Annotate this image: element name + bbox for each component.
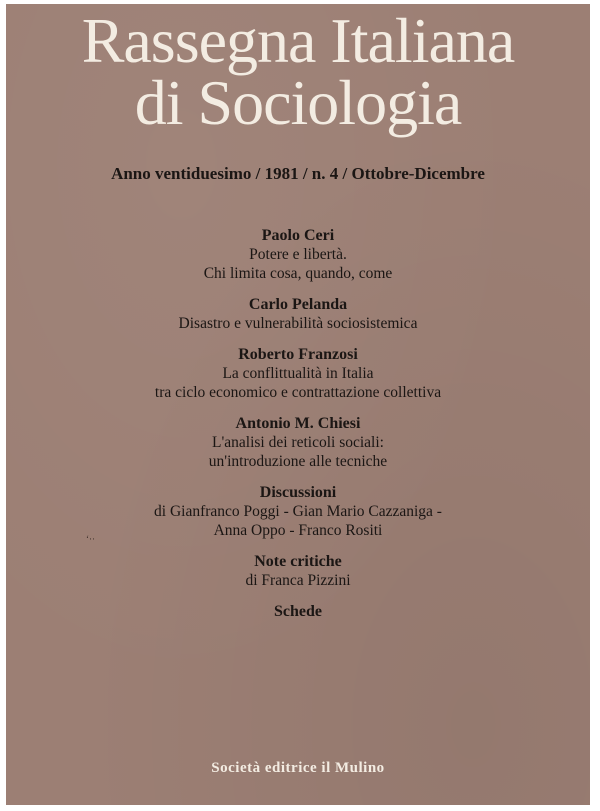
table-of-contents: [6, 226, 590, 633]
contents-entry: [6, 226, 590, 283]
issue-line: Anno ventiduesimo / 1981 / n. 4 / Ottobre-Dicembre: [111, 164, 485, 183]
contents-entry: [6, 345, 590, 402]
entry-author: Roberto Franzosi: [238, 346, 358, 363]
entry-section-heading: Schede: [274, 603, 322, 620]
publisher-name: Società editrice il Mulino: [211, 760, 385, 776]
journal-title-line-1: Rassegna Italiana: [81, 5, 515, 76]
entry-title-line: di Franca Pizzini: [245, 572, 351, 589]
entry-title-line: La conflittualità in Italia: [222, 365, 374, 382]
entry-author: Carlo Pelanda: [248, 296, 348, 313]
entry-title-line: tra ciclo economico e contrattazione collettiva: [154, 384, 442, 401]
contents-entry: [6, 295, 590, 333]
journal-title-line-2: di Sociologia: [134, 67, 462, 138]
journal-cover: [6, 4, 590, 805]
entry-title-line: Disastro e vulnerabilità sociosistemica: [178, 315, 418, 332]
entry-section-heading: Discussioni: [259, 484, 337, 501]
entry-title-line: Chi limita cosa, quando, come: [203, 265, 393, 282]
contents-entry: [6, 414, 590, 471]
contents-entry: [6, 602, 590, 621]
entry-title-line: Anna Oppo - Franco Rositi: [213, 522, 383, 539]
contents-entry: [6, 552, 590, 590]
entry-section-heading: Note critiche: [254, 553, 342, 570]
contents-entry: [6, 483, 590, 544]
entry-title-line: un'introduzione alle tecniche: [208, 453, 388, 470]
entry-title-line: L'analisi dei reticoli sociali:: [212, 434, 384, 451]
entry-title-line: Potere e libertà.: [249, 246, 347, 263]
entry-author: Paolo Ceri: [261, 227, 335, 244]
journal-title: [6, 5, 590, 138]
entry-author: Antonio M. Chiesi: [235, 415, 361, 432]
entry-title-line: di Gianfranco Poggi - Gian Mario Cazzaniga -: [154, 503, 442, 520]
paper-speck-mark: ‘··: [86, 534, 95, 544]
